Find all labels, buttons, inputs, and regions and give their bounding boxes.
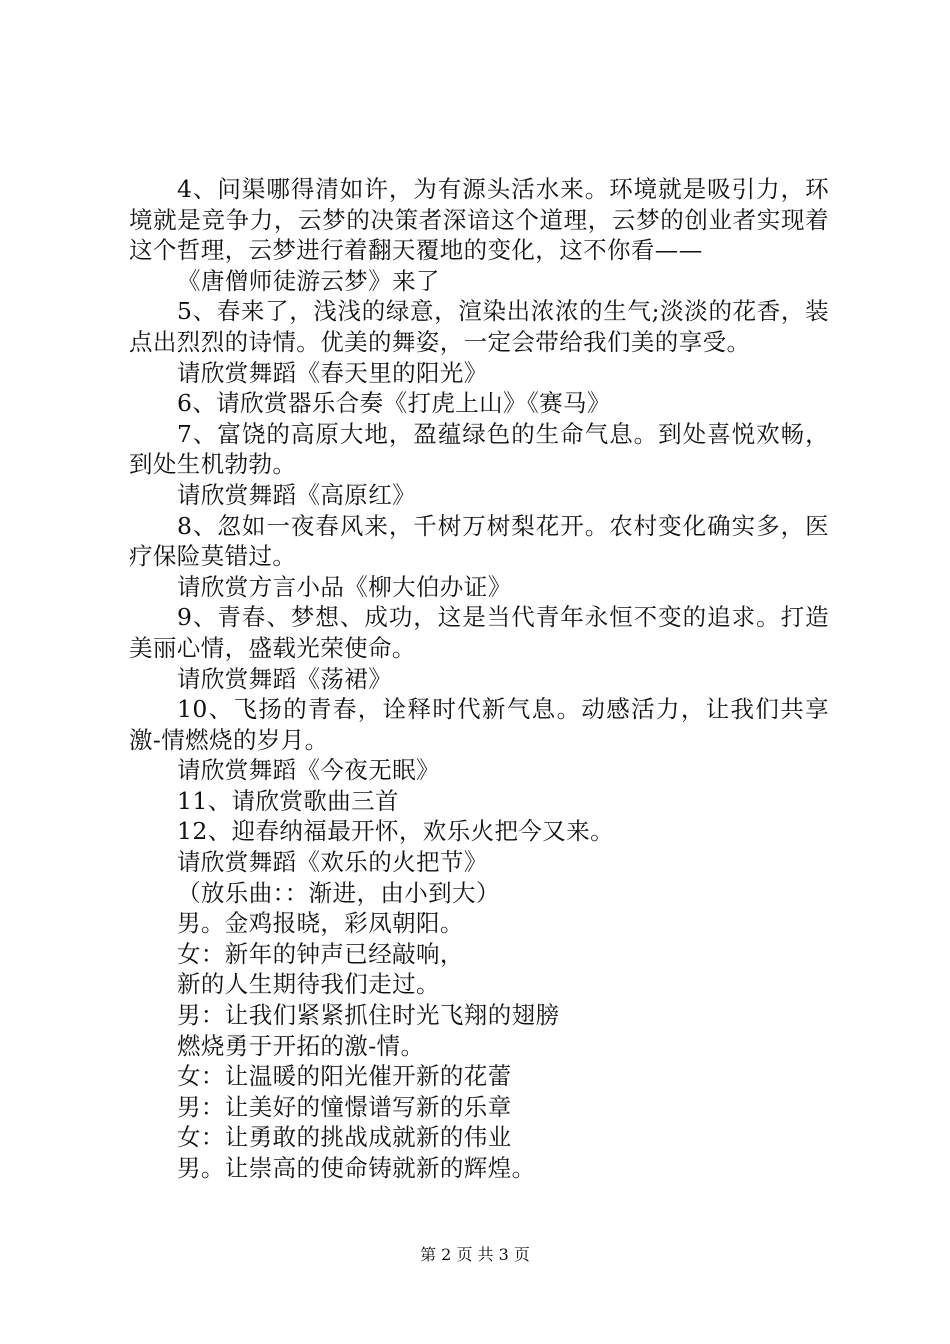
paragraph: 男：让美好的憧憬谱写新的乐章 — [177, 1092, 512, 1121]
paragraph: 燃烧勇于开拓的激-情。 — [177, 1031, 425, 1060]
paragraph: 《唐僧师徒游云梦》来了 — [177, 266, 440, 295]
paragraph: 女：新年的钟声已经敲响， — [177, 939, 464, 968]
paragraph: 新的人生期待我们走过。 — [177, 970, 440, 999]
paragraph: 男。让崇高的使命铸就新的辉煌。 — [177, 1154, 536, 1182]
paragraph: 请欣赏方言小品《柳大伯办证》 — [177, 572, 512, 601]
paragraph: 请欣赏舞蹈《欢乐的火把节》 — [177, 848, 488, 877]
paragraph: 请欣赏舞蹈《高原红》 — [177, 480, 416, 509]
paragraph: 12、迎春纳福最开怀，欢乐火把今又来。 — [177, 817, 615, 846]
paragraph: 6、请欣赏器乐合奏《打虎上山》《赛马》 — [177, 389, 611, 418]
paragraph: 女：让温暖的阳光催开新的花蕾 — [177, 1062, 512, 1091]
page-number-label: 第 2 页 共 3 页 — [420, 1245, 530, 1264]
paragraph: 请欣赏舞蹈《荡裙》 — [177, 664, 393, 693]
paragraph: 请欣赏舞蹈《今夜无眠》 — [177, 756, 440, 785]
paragraph: 女：让勇敢的挑战成就新的伟业 — [177, 1123, 512, 1152]
paragraph: 男。金鸡报晓，彩凤朝阳。 — [177, 909, 464, 938]
page-footer — [0, 1245, 950, 1265]
paragraph: （放乐曲：：渐进，由小到大） — [177, 878, 500, 907]
document-body — [129, 174, 829, 1184]
paragraph: 7、富饶的高原大地，盈蕴绿色的生命气息。到处喜悦欢畅，到处生机勃勃。 — [129, 419, 829, 479]
paragraph: 男：让我们紧紧抓住时光飞翔的翅膀 — [177, 1001, 560, 1030]
paragraph: 4、问渠哪得清如许，为有源头活水来。环境就是吸引力，环境就是竞争力，云梦的决策者深谙这个道理，云梦的创业者实现着这个哲理，云梦进行着翻天覆地的变化，这不你看—— — [129, 175, 829, 265]
paragraph: 10、飞扬的青春，诠释时代新气息。动感活力，让我们共享激-情燃烧的岁月。 — [129, 695, 829, 754]
paragraph: 11、请欣赏歌曲三首 — [177, 786, 399, 815]
paragraph: 5、春来了，浅浅的绿意，渲染出浓浓的生气;淡淡的花香，装点出烈烈的诗情。优美的舞姿，一定会带给我们美的享受。 — [129, 297, 829, 356]
paragraph: 8、忽如一夜春风来，千树万树梨花开。农村变化确实多，医疗保险莫错过。 — [129, 511, 829, 571]
paragraph: 请欣赏舞蹈《春天里的阳光》 — [177, 358, 488, 387]
paragraph: 9、青春、梦想、成功，这是当代青年永恒不变的追求。打造美丽心情，盛载光荣使命。 — [129, 603, 829, 662]
